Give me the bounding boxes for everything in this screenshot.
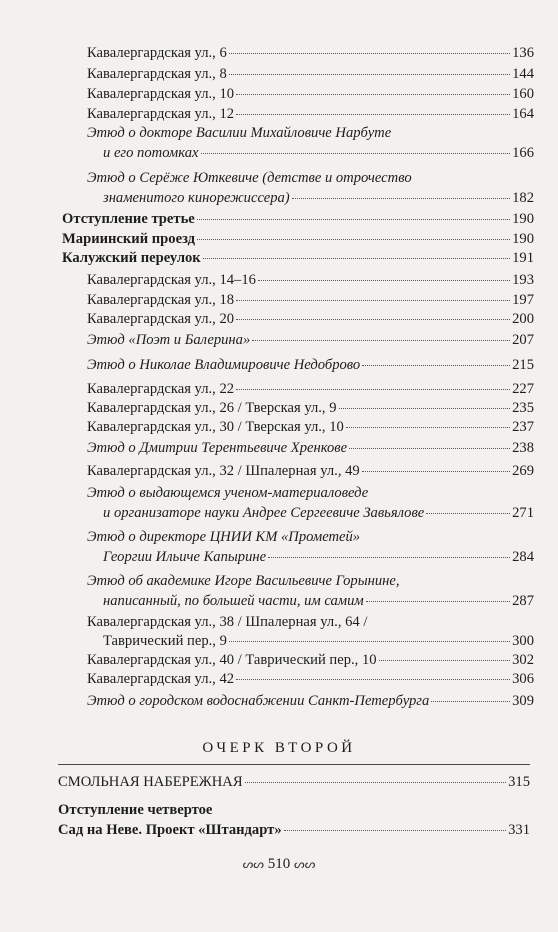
toc-entry-page: 331 xyxy=(508,822,530,838)
toc-entry xyxy=(87,44,534,62)
dot-leader xyxy=(236,389,510,390)
toc-entry xyxy=(87,310,534,328)
dot-leader xyxy=(284,830,506,831)
dot-leader xyxy=(229,53,510,54)
toc-entry-page: 166 xyxy=(512,145,534,161)
toc-entry xyxy=(87,380,534,398)
dot-leader xyxy=(292,198,510,199)
toc-entry-page: 190 xyxy=(512,231,534,247)
toc-entry-title-line1: Кавалергардская ул., 38 / Шпалерная ул., 64 / xyxy=(87,614,368,630)
toc-entry-title-line2: Георгии Ильиче Капырине xyxy=(103,549,267,565)
toc-entry-page: 136 xyxy=(512,45,534,61)
dot-leader xyxy=(203,258,510,259)
dot-leader xyxy=(236,319,510,320)
dot-leader xyxy=(252,340,510,341)
toc-entry-title: Калужский переулок xyxy=(62,250,201,266)
toc-entry-title-line1: Этюд о докторе Василии Михайловиче Нарбуте xyxy=(87,125,392,141)
toc-entry xyxy=(103,504,534,522)
page-number-text: 510 xyxy=(267,856,291,872)
toc-entry xyxy=(87,105,534,123)
dot-leader xyxy=(431,701,510,702)
dot-leader xyxy=(229,641,510,642)
toc-entry-page: 271 xyxy=(512,505,534,521)
toc-entry-title: Кавалергардская ул., 14–16 xyxy=(87,272,256,288)
dot-leader xyxy=(362,365,510,366)
toc-entry-title: Кавалергардская ул., 26 / Тверская ул., 9 xyxy=(87,400,337,416)
toc-entry-title-line2: Сад на Неве. Проект «Штандарт» xyxy=(58,822,282,838)
toc-entry xyxy=(87,85,534,103)
toc-entry xyxy=(103,144,534,162)
ornament-icon: ᔕᔕ xyxy=(242,857,264,871)
toc-entry-page: 227 xyxy=(512,381,534,397)
dot-leader xyxy=(201,153,511,154)
toc-entry-page: 237 xyxy=(512,419,534,435)
toc-entry xyxy=(87,271,534,289)
toc-entry-title-line2: знаменитого кинорежиссера) xyxy=(103,190,290,206)
toc-entry-title: Этюд о городском водоснабжении Санкт-Петербурга xyxy=(87,693,430,709)
dot-leader xyxy=(268,557,510,558)
toc-entry xyxy=(103,632,534,650)
toc-entry-page: 215 xyxy=(512,357,534,373)
ornament-icon: ᔕᔕ xyxy=(294,857,316,871)
toc-entry xyxy=(62,249,534,267)
toc-entry-page: 144 xyxy=(512,66,534,82)
toc-entry-title-line1: Этюд о Серёже Юткевиче (детстве и отрочество xyxy=(87,170,412,186)
dot-leader xyxy=(197,239,510,240)
toc-entry xyxy=(87,399,534,417)
toc-entry-title-line2: Таврический пер., 9 xyxy=(103,633,227,649)
toc-entry-page: 309 xyxy=(512,693,534,709)
toc-entry-title: Кавалергардская ул., 12 xyxy=(87,106,235,122)
dot-leader xyxy=(236,94,510,95)
toc-entry-title-line1: Этюд о выдающемся ученом-материаловеде xyxy=(87,485,369,501)
toc-entry-page: 200 xyxy=(512,311,534,327)
toc-entry-page: 300 xyxy=(512,633,534,649)
part-heading: ОЧЕРК ВТОРОЙ xyxy=(202,740,356,756)
toc-entry-page: 160 xyxy=(512,86,534,102)
toc-entry-page: 197 xyxy=(512,292,534,308)
toc-entry-page: 190 xyxy=(512,211,534,227)
toc-entry xyxy=(58,821,530,839)
dot-leader xyxy=(236,114,510,115)
toc-entry-page: 306 xyxy=(512,671,534,687)
toc-entry xyxy=(103,189,534,207)
toc-entry xyxy=(87,462,534,480)
toc-entry-title: Кавалергардская ул., 20 xyxy=(87,311,235,327)
toc-entry-title: Кавалергардская ул., 10 xyxy=(87,86,235,102)
toc-entry-page: 284 xyxy=(512,549,534,565)
toc-entry xyxy=(87,692,534,710)
dot-leader xyxy=(339,408,511,409)
dot-leader xyxy=(258,280,510,281)
toc-entry-title: Кавалергардская ул., 18 xyxy=(87,292,235,308)
dot-leader xyxy=(366,601,510,602)
toc-entry-title: Кавалергардская ул., 6 xyxy=(87,45,227,61)
toc-entry-title: Этюд «Поэт и Балерина» xyxy=(87,332,251,348)
toc-entry-page: 302 xyxy=(512,652,534,668)
toc-entry-title: Этюд о Николае Владимировиче Недоброво xyxy=(87,357,361,373)
toc-entry-title-line2: написанный, по большей части, им самим xyxy=(103,593,364,609)
dot-leader xyxy=(245,782,507,783)
dot-leader xyxy=(236,679,510,680)
dot-leader xyxy=(346,427,510,428)
toc-entry-page: 269 xyxy=(512,463,534,479)
toc-entry-page: 191 xyxy=(512,250,534,266)
dot-leader xyxy=(379,660,511,661)
toc-entry xyxy=(62,230,534,248)
toc-entry xyxy=(87,356,534,374)
dot-leader xyxy=(229,74,510,75)
toc-entry-page: 182 xyxy=(512,190,534,206)
toc-entry-title-line2: и его потомках xyxy=(103,145,199,161)
toc-entry xyxy=(103,548,534,566)
toc-entry xyxy=(87,291,534,309)
toc-entry-page: 164 xyxy=(512,106,534,122)
toc-entry-page: 193 xyxy=(512,272,534,288)
toc-entry-title: Отступление третье xyxy=(62,211,195,227)
toc-entry xyxy=(87,651,534,669)
toc-entry-title: Кавалергардская ул., 8 xyxy=(87,66,227,82)
dot-leader xyxy=(362,471,510,472)
toc-entry-page: 207 xyxy=(512,332,534,348)
page-number xyxy=(0,856,558,873)
toc-entry xyxy=(87,418,534,436)
dot-leader xyxy=(236,300,510,301)
toc-entry-page: 235 xyxy=(512,400,534,416)
dot-leader xyxy=(426,513,510,514)
toc-entry xyxy=(62,210,534,228)
toc-entry-title: Кавалергардская ул., 32 / Шпалерная ул., 49 xyxy=(87,463,360,479)
toc-entry-title: Кавалергардская ул., 42 xyxy=(87,671,235,687)
toc-entry-title: Этюд о Дмитрии Терентьевиче Хренкове xyxy=(87,440,348,456)
toc-entry-page: 287 xyxy=(512,593,534,609)
toc-entry xyxy=(103,592,534,610)
toc-entry-title: Мариинский проезд xyxy=(62,231,196,247)
toc-entry xyxy=(87,331,534,349)
toc-entry-title: Кавалергардская ул., 40 / Таврический пер., 10 xyxy=(87,652,377,668)
toc-entry xyxy=(87,65,534,83)
toc-entry-title-line1: Отступление четвертое xyxy=(58,802,213,818)
toc-entry-title: СМОЛЬНАЯ НАБЕРЕЖНАЯ xyxy=(58,774,243,790)
toc-entry-title-line2: и организаторе науки Андрее Сергеевиче Завьялове xyxy=(103,505,425,521)
toc-entry xyxy=(58,773,530,791)
toc-entry-page: 315 xyxy=(508,774,530,790)
heading-rule xyxy=(58,764,530,765)
toc-entry xyxy=(87,439,534,457)
dot-leader xyxy=(349,448,510,449)
toc-entry-title: Кавалергардская ул., 22 xyxy=(87,381,235,397)
toc-entry-title: Кавалергардская ул., 30 / Тверская ул., 10 xyxy=(87,419,344,435)
toc-entry-page: 238 xyxy=(512,440,534,456)
toc-entry-title-line1: Этюд о директоре ЦНИИ КМ «Прометей» xyxy=(87,529,361,545)
dot-leader xyxy=(197,219,510,220)
toc-entry xyxy=(87,670,534,688)
toc-entry-title-line1: Этюд об академике Игоре Васильевиче Горынине, xyxy=(87,573,400,589)
